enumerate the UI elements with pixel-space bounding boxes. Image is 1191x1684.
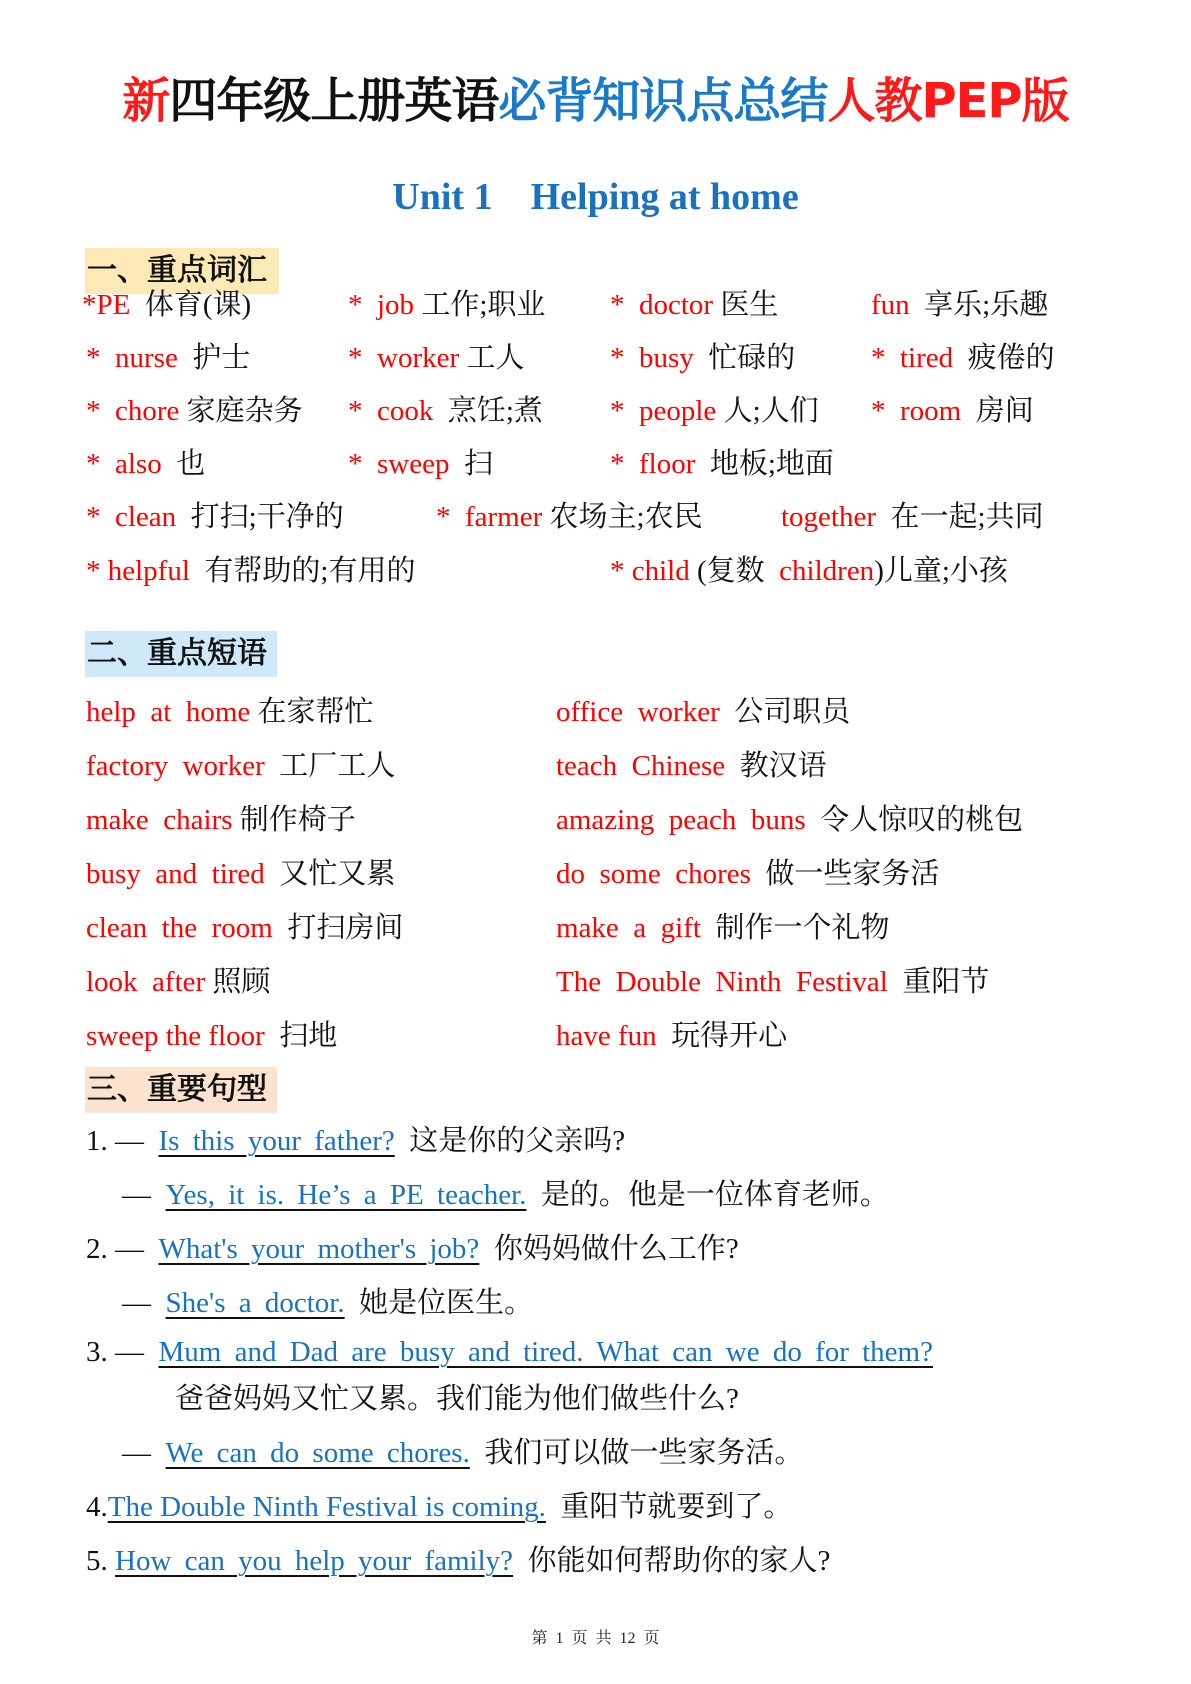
vocab-item: * clean 打扫;干净的	[86, 501, 344, 533]
vocab-item: *PE 体育(课)	[82, 289, 252, 321]
vocab-item: * room 房间	[871, 395, 1034, 427]
phrase-item: sweep the floor 扫地	[86, 1020, 338, 1052]
phrase-item: help at home 在家帮忙	[86, 696, 374, 728]
section-header-vocab: 一、重点词汇	[85, 248, 279, 294]
title-part-2: 四年级上册英语	[169, 73, 499, 129]
phrase-item: amazing peach buns 令人惊叹的桃包	[556, 804, 1024, 836]
phrase-item: factory worker 工厂工人	[86, 750, 396, 782]
vocab-item: * doctor 医生	[610, 289, 779, 321]
phrase-item: busy and tired 又忙又累	[86, 858, 396, 890]
vocab-item: * tired 疲倦的	[871, 342, 1055, 374]
title-part-4: 人教PEP版	[827, 73, 1069, 129]
vocab-item: * also 也	[86, 448, 206, 480]
vocab-item: * nurse 护士	[86, 342, 251, 374]
page-footer: 第 1 页 共 12 页	[531, 1630, 660, 1647]
sentence-item: 2. — What's your mother's job? 你妈妈做什么工作?	[86, 1233, 739, 1265]
section-header-sentences: 三、重要句型	[85, 1067, 277, 1113]
phrase-item: make chairs 制作椅子	[86, 804, 356, 836]
vocab-item: * chore 家庭杂务	[86, 395, 303, 427]
phrase-item: clean the room 打扫房间	[86, 912, 404, 944]
phrase-item: teach Chinese 教汉语	[556, 750, 827, 782]
title-part-1: 新	[122, 73, 170, 129]
vocab-item: * child (复数 children)儿童;小孩	[610, 555, 1008, 587]
phrase-item: office worker 公司职员	[556, 696, 851, 728]
sentence-item: 3. — Mum and Dad are busy and tired. What can we do for them?	[86, 1336, 933, 1368]
sentence-item: 4.The Double Ninth Festival is coming. 重阳节就要到了。	[86, 1491, 793, 1523]
phrase-item: The Double Ninth Festival 重阳节	[556, 966, 990, 998]
vocab-item: together 在一起;共同	[781, 501, 1044, 533]
sentence-item: 1. — Is this your father? 这是你的父亲吗?	[86, 1125, 626, 1157]
sentence-item: — She's a doctor. 她是位医生。	[122, 1287, 534, 1319]
vocab-item: * job 工作;职业	[348, 289, 546, 321]
sentence-translation: 爸爸妈妈又忙又累。我们能为他们做些什么?	[175, 1383, 739, 1415]
document-title	[0, 62, 1191, 131]
phrase-item: do some chores 做一些家务活	[556, 858, 940, 890]
title-part-3: 必背知识点总结	[498, 73, 828, 129]
phrase-item: look after 照顾	[86, 966, 271, 998]
sentence-item: — We can do some chores. 我们可以做一些家务活。	[122, 1437, 804, 1469]
section-header-phrases: 二、重点短语	[85, 631, 277, 677]
vocab-item: * floor 地板;地面	[610, 448, 834, 480]
phrase-item: make a gift 制作一个礼物	[556, 912, 890, 944]
phrase-item: have fun 玩得开心	[556, 1020, 788, 1052]
unit-title: Unit 1 Helping at home	[392, 176, 799, 218]
vocab-item: * worker 工人	[348, 342, 525, 374]
sentence-item: — Yes, it is. He’s a PE teacher. 是的。他是一位体育老师。	[122, 1179, 889, 1211]
vocab-item: * cook 烹饪;煮	[348, 395, 543, 427]
vocab-item: * people 人;人们	[610, 395, 819, 427]
vocab-item: * farmer 农场主;农民	[436, 501, 703, 533]
vocab-item: * helpful 有帮助的;有用的	[86, 555, 416, 587]
sentence-item: 5. How can you help your family? 你能如何帮助你的家人?	[86, 1545, 831, 1577]
vocab-item: fun 享乐;乐趣	[871, 289, 1049, 321]
vocab-item: * sweep 扫	[348, 448, 493, 480]
vocab-item: * busy 忙碌的	[610, 342, 796, 374]
